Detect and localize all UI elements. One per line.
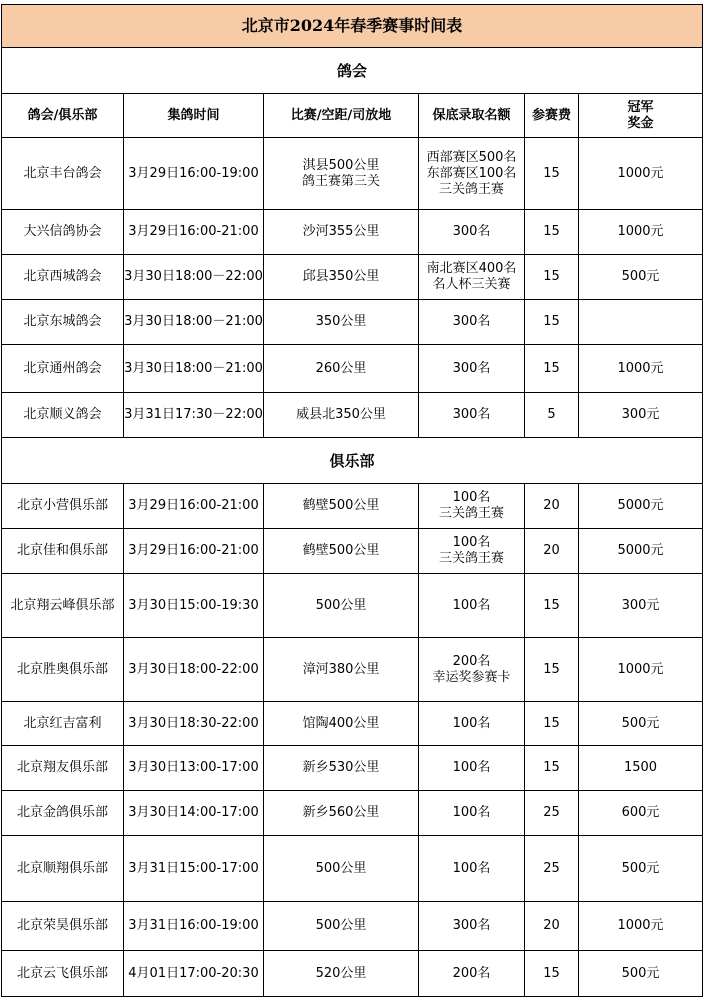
- header-prize-text: 奖金: [627, 115, 654, 131]
- cell-prize: [579, 255, 703, 300]
- cell-org-text: 北京西城鸽会: [23, 269, 102, 284]
- cell-org: [2, 255, 124, 300]
- cell-time-text: 3月30日18:00－21:00: [124, 360, 263, 376]
- header-time-text: 集鸽时间: [167, 107, 220, 123]
- cell-quota: [419, 746, 525, 791]
- cell-org: [2, 836, 124, 902]
- table-row: [2, 529, 703, 574]
- cell-race-text: 鸽王赛第三关: [301, 173, 380, 189]
- cell-time: [124, 484, 264, 529]
- cell-quota-text: 100名: [452, 597, 491, 613]
- cell-quota-text: 三关鸽王赛: [438, 506, 504, 521]
- cell-fee: [525, 138, 579, 210]
- section-title: [2, 48, 703, 94]
- cell-race-text: 漳河380公里: [302, 661, 380, 677]
- cell-org: [2, 951, 124, 997]
- header-race: [264, 94, 419, 138]
- cell-race: [264, 300, 419, 345]
- section-row: [2, 48, 703, 94]
- cell-time: [124, 791, 264, 836]
- header-time: [124, 94, 264, 138]
- cell-fee-text: 20: [543, 918, 560, 933]
- cell-org: [2, 746, 124, 791]
- header-quota-text: 保底录取名额: [432, 107, 511, 123]
- cell-org-text: 北京佳和俱乐部: [16, 543, 108, 558]
- cell-race: [264, 836, 419, 902]
- section-title-text: 俱乐部: [329, 451, 375, 470]
- cell-quota: [419, 484, 525, 529]
- cell-time-text: 3月30日18:00－21:00: [124, 314, 263, 329]
- cell-org-text: 北京红吉富利: [23, 715, 102, 731]
- cell-time-text: 3月31日15:00-17:00: [128, 860, 259, 876]
- cell-fee: [525, 702, 579, 746]
- cell-prize: [579, 574, 703, 638]
- cell-quota-text: 100名: [452, 535, 491, 550]
- cell-quota: [419, 255, 525, 300]
- cell-org-text: 北京顺翔俱乐部: [16, 860, 108, 876]
- cell-time-text: 3月30日13:00-17:00: [128, 760, 259, 775]
- header-org-text: 鸽会/俱乐部: [27, 107, 98, 123]
- cell-fee-text: 20: [543, 543, 560, 558]
- cell-org-text: 北京小营俱乐部: [16, 498, 108, 513]
- cell-race: [264, 791, 419, 836]
- cell-quota: [419, 836, 525, 902]
- cell-time-text: 3月31日16:00-19:00: [128, 918, 259, 933]
- header-prize: [579, 94, 703, 138]
- cell-time: [124, 345, 264, 393]
- cell-prize-text: 500元: [621, 715, 660, 731]
- cell-fee: [525, 529, 579, 574]
- cell-org-text: 北京东城鸽会: [23, 314, 102, 329]
- header-org: [2, 94, 124, 138]
- cell-prize-text: 600元: [621, 805, 660, 820]
- header-fee-text: 参赛费: [531, 107, 571, 123]
- cell-quota-text: 300名: [452, 224, 491, 239]
- table-row: [2, 300, 703, 345]
- table-row: [2, 791, 703, 836]
- cell-org-text: 北京胜奥俱乐部: [16, 661, 108, 677]
- cell-race-text: 沙河355公里: [302, 224, 380, 239]
- cell-quota: [419, 574, 525, 638]
- cell-prize: [579, 638, 703, 702]
- table-title-text: 北京市2024年春季赛事时间表: [241, 16, 463, 35]
- cell-quota-text: 300名: [452, 360, 491, 376]
- cell-org: [2, 702, 124, 746]
- cell-fee: [525, 951, 579, 997]
- cell-prize: [579, 138, 703, 210]
- cell-prize-text: 500元: [621, 965, 660, 981]
- cell-org: [2, 393, 124, 438]
- cell-quota-text: 东部赛区100名: [426, 165, 517, 181]
- cell-fee-text: 15: [543, 360, 560, 376]
- section-title-text: 鸽会: [337, 61, 368, 80]
- cell-race: [264, 529, 419, 574]
- cell-prize: [579, 345, 703, 393]
- cell-org: [2, 138, 124, 210]
- cell-race: [264, 746, 419, 791]
- cell-prize-text: 500元: [621, 860, 660, 876]
- table-row: [2, 836, 703, 902]
- cell-org-text: 北京金鸽俱乐部: [16, 805, 108, 820]
- cell-quota: [419, 702, 525, 746]
- table-row: [2, 255, 703, 300]
- cell-time: [124, 902, 264, 951]
- cell-race-text: 邱县350公里: [302, 269, 380, 284]
- cell-fee: [525, 836, 579, 902]
- cell-race: [264, 210, 419, 255]
- cell-time-text: 3月29日16:00-21:00: [128, 498, 259, 513]
- cell-fee-text: 15: [543, 597, 560, 613]
- cell-fee: [525, 484, 579, 529]
- cell-race-text: 520公里: [315, 965, 367, 981]
- cell-race-text: 新乡560公里: [302, 805, 380, 820]
- cell-time: [124, 138, 264, 210]
- cell-race-text: 500公里: [315, 860, 367, 876]
- header-prize-text: 冠军: [627, 99, 654, 115]
- cell-time: [124, 300, 264, 345]
- cell-race: [264, 484, 419, 529]
- cell-prize-text: 1000元: [617, 224, 664, 239]
- cell-prize-text: 5000元: [617, 498, 664, 513]
- cell-time: [124, 210, 264, 255]
- cell-org-text: 北京荣昊俱乐部: [16, 918, 108, 933]
- cell-quota-text: 200名: [452, 965, 491, 981]
- cell-fee-text: 20: [543, 498, 560, 513]
- cell-fee-text: 25: [543, 805, 560, 820]
- cell-fee: [525, 574, 579, 638]
- cell-fee: [525, 255, 579, 300]
- table-row: [2, 638, 703, 702]
- table-row: [2, 393, 703, 438]
- cell-race: [264, 574, 419, 638]
- cell-prize-text: 1000元: [617, 918, 664, 933]
- cell-org-text: 大兴信鸽协会: [23, 224, 102, 239]
- cell-quota: [419, 138, 525, 210]
- cell-time: [124, 638, 264, 702]
- cell-org: [2, 902, 124, 951]
- cell-time: [124, 529, 264, 574]
- cell-race-text: 500公里: [315, 918, 367, 933]
- header-quota: [419, 94, 525, 138]
- cell-race-text: 500公里: [315, 597, 367, 613]
- cell-quota-text: 100名: [452, 760, 491, 775]
- cell-race: [264, 638, 419, 702]
- cell-fee-text: 5: [547, 407, 556, 422]
- table-row: [2, 746, 703, 791]
- table-row: [2, 902, 703, 951]
- cell-quota: [419, 210, 525, 255]
- cell-org: [2, 791, 124, 836]
- cell-prize: [579, 702, 703, 746]
- cell-race-text: 350公里: [315, 314, 367, 329]
- cell-time: [124, 951, 264, 997]
- cell-fee: [525, 393, 579, 438]
- cell-fee-text: 15: [543, 314, 560, 329]
- cell-race-text: 馆陶400公里: [302, 715, 380, 731]
- cell-quota: [419, 951, 525, 997]
- table-row: [2, 702, 703, 746]
- cell-time-text: 3月30日14:00-17:00: [128, 805, 259, 820]
- cell-fee-text: 15: [543, 661, 560, 677]
- cell-race: [264, 255, 419, 300]
- cell-fee: [525, 638, 579, 702]
- cell-time: [124, 836, 264, 902]
- cell-race-text: 新乡530公里: [302, 760, 380, 775]
- cell-org-text: 北京翔友俱乐部: [16, 760, 108, 775]
- cell-org: [2, 345, 124, 393]
- cell-quota-text: 100名: [452, 860, 491, 876]
- cell-fee: [525, 902, 579, 951]
- cell-prize: [579, 300, 703, 345]
- cell-prize-text: 1000元: [617, 661, 664, 677]
- cell-time: [124, 746, 264, 791]
- cell-fee-text: 15: [543, 224, 560, 239]
- cell-prize-text: 300元: [621, 597, 660, 613]
- cell-fee: [525, 791, 579, 836]
- cell-quota: [419, 300, 525, 345]
- cell-quota-text: 三关鸽王赛: [438, 551, 504, 566]
- cell-quota-text: 300名: [452, 918, 491, 933]
- cell-time-text: 3月30日18:00－22:00: [124, 269, 263, 284]
- cell-quota-text: 西部赛区500名: [426, 149, 517, 165]
- cell-fee: [525, 746, 579, 791]
- cell-org-text: 北京顺义鸽会: [23, 407, 102, 422]
- cell-prize-text: 500元: [621, 269, 660, 284]
- cell-fee: [525, 345, 579, 393]
- cell-quota-text: 300名: [452, 407, 491, 422]
- cell-time: [124, 702, 264, 746]
- title-row: [2, 5, 703, 48]
- cell-fee-text: 15: [543, 165, 560, 181]
- cell-quota: [419, 529, 525, 574]
- cell-prize-text: 300元: [621, 407, 660, 422]
- section-row: [2, 438, 703, 484]
- cell-race-text: 鹤壁500公里: [302, 543, 380, 558]
- cell-fee: [525, 300, 579, 345]
- cell-race: [264, 951, 419, 997]
- cell-prize-text: 1000元: [617, 165, 664, 181]
- header-row: [2, 94, 703, 138]
- cell-quota: [419, 638, 525, 702]
- cell-quota-text: 100名: [452, 715, 491, 731]
- cell-fee-text: 15: [543, 760, 560, 775]
- cell-time-text: 3月30日15:00-19:30: [128, 597, 259, 613]
- cell-time-text: 3月30日18:30-22:00: [128, 715, 259, 731]
- header-race-text: 比赛/空距/司放地: [290, 107, 392, 123]
- cell-org-text: 北京通州鸽会: [23, 360, 102, 376]
- cell-prize: [579, 484, 703, 529]
- cell-time: [124, 393, 264, 438]
- cell-quota-text: 幸运奖参赛卡: [432, 669, 511, 685]
- cell-org: [2, 300, 124, 345]
- cell-race-text: 鹤壁500公里: [302, 498, 380, 513]
- header-fee: [525, 94, 579, 138]
- cell-prize: [579, 791, 703, 836]
- table-row: [2, 574, 703, 638]
- cell-fee: [525, 210, 579, 255]
- cell-fee-text: 15: [543, 965, 560, 981]
- table-row: [2, 210, 703, 255]
- cell-race: [264, 138, 419, 210]
- table-row: [2, 951, 703, 997]
- schedule-table: [1, 4, 703, 997]
- cell-fee-text: 15: [543, 715, 560, 731]
- cell-prize: [579, 746, 703, 791]
- cell-org: [2, 574, 124, 638]
- cell-org-text: 北京云飞俱乐部: [16, 965, 108, 981]
- cell-fee-text: 25: [543, 860, 560, 876]
- cell-org-text: 北京翔云峰俱乐部: [10, 597, 115, 613]
- section-title: [2, 438, 703, 484]
- cell-time: [124, 574, 264, 638]
- cell-quota: [419, 393, 525, 438]
- cell-race: [264, 702, 419, 746]
- cell-quota: [419, 902, 525, 951]
- cell-org: [2, 484, 124, 529]
- cell-prize-text: 5000元: [617, 543, 664, 558]
- cell-time-text: 3月29日16:00-19:00: [128, 165, 259, 181]
- cell-time-text: 3月29日16:00-21:00: [128, 224, 259, 239]
- cell-prize: [579, 210, 703, 255]
- cell-quota-text: 南北赛区400名: [426, 261, 517, 276]
- cell-fee-text: 15: [543, 269, 560, 284]
- cell-quota: [419, 791, 525, 836]
- cell-quota-text: 300名: [452, 314, 491, 329]
- table-row: [2, 345, 703, 393]
- cell-race-text: 260公里: [315, 360, 367, 376]
- cell-time-text: 3月30日18:00-22:00: [128, 661, 259, 677]
- cell-quota-text: 200名: [452, 653, 491, 669]
- cell-race: [264, 393, 419, 438]
- cell-time-text: 4月01日17:00-20:30: [128, 965, 259, 981]
- table-title: [2, 5, 703, 48]
- cell-quota-text: 三关鸽王赛: [438, 181, 504, 197]
- cell-org: [2, 638, 124, 702]
- cell-time: [124, 255, 264, 300]
- cell-race: [264, 902, 419, 951]
- table-row: [2, 138, 703, 210]
- table-row: [2, 484, 703, 529]
- cell-prize-text: 1500: [623, 760, 658, 775]
- cell-prize: [579, 902, 703, 951]
- cell-prize: [579, 529, 703, 574]
- cell-time-text: 3月29日16:00-21:00: [128, 543, 259, 558]
- cell-org-text: 北京丰台鸽会: [23, 165, 102, 181]
- cell-quota-text: 100名: [452, 805, 491, 820]
- cell-prize: [579, 836, 703, 902]
- cell-prize: [579, 951, 703, 997]
- cell-quota-text: 100名: [452, 490, 491, 505]
- cell-time-text: 3月31日17:30－22:00: [124, 407, 263, 422]
- cell-org: [2, 529, 124, 574]
- cell-quota-text: 名人杯三关赛: [432, 277, 511, 292]
- cell-prize-text: 1000元: [617, 360, 664, 376]
- cell-race-text: 威县北350公里: [296, 407, 386, 422]
- cell-quota: [419, 345, 525, 393]
- cell-race: [264, 345, 419, 393]
- cell-race-text: 淇县500公里: [302, 157, 380, 173]
- cell-org: [2, 210, 124, 255]
- cell-prize: [579, 393, 703, 438]
